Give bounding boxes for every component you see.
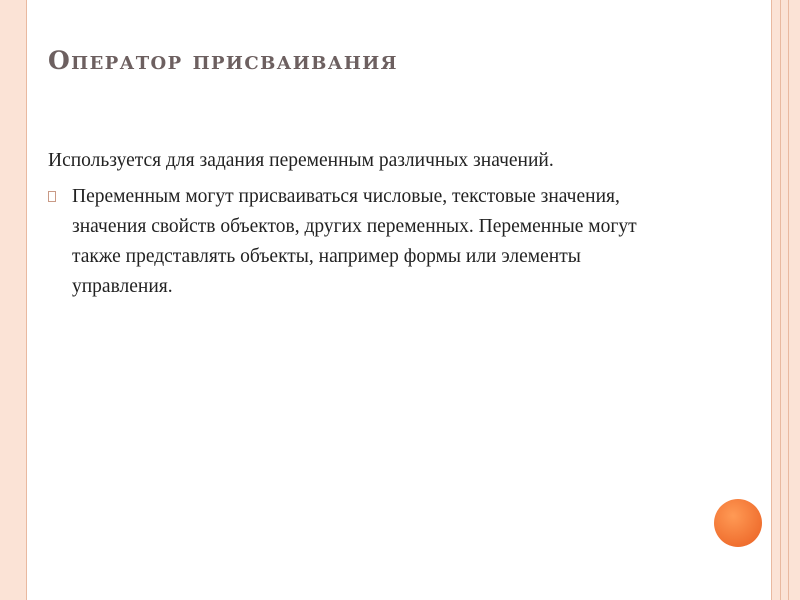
orange-circle-decoration: [714, 499, 762, 547]
bullet-text: Переменным могут присваиваться числовые, текстовые значения, значения свойств объектов, других переменных. Переменные могут также представлять объекты, например формы или элементы управления.: [72, 186, 637, 297]
bullet-square-icon: [48, 191, 56, 202]
right-frame-border: [771, 0, 800, 600]
intro-text: Используется для задания переменным различных значений.: [48, 150, 554, 171]
bullet-item: [48, 182, 648, 302]
left-frame-border: [0, 0, 27, 600]
slide-title: Оператор присваивания: [48, 46, 398, 75]
slide-content: [48, 146, 648, 302]
